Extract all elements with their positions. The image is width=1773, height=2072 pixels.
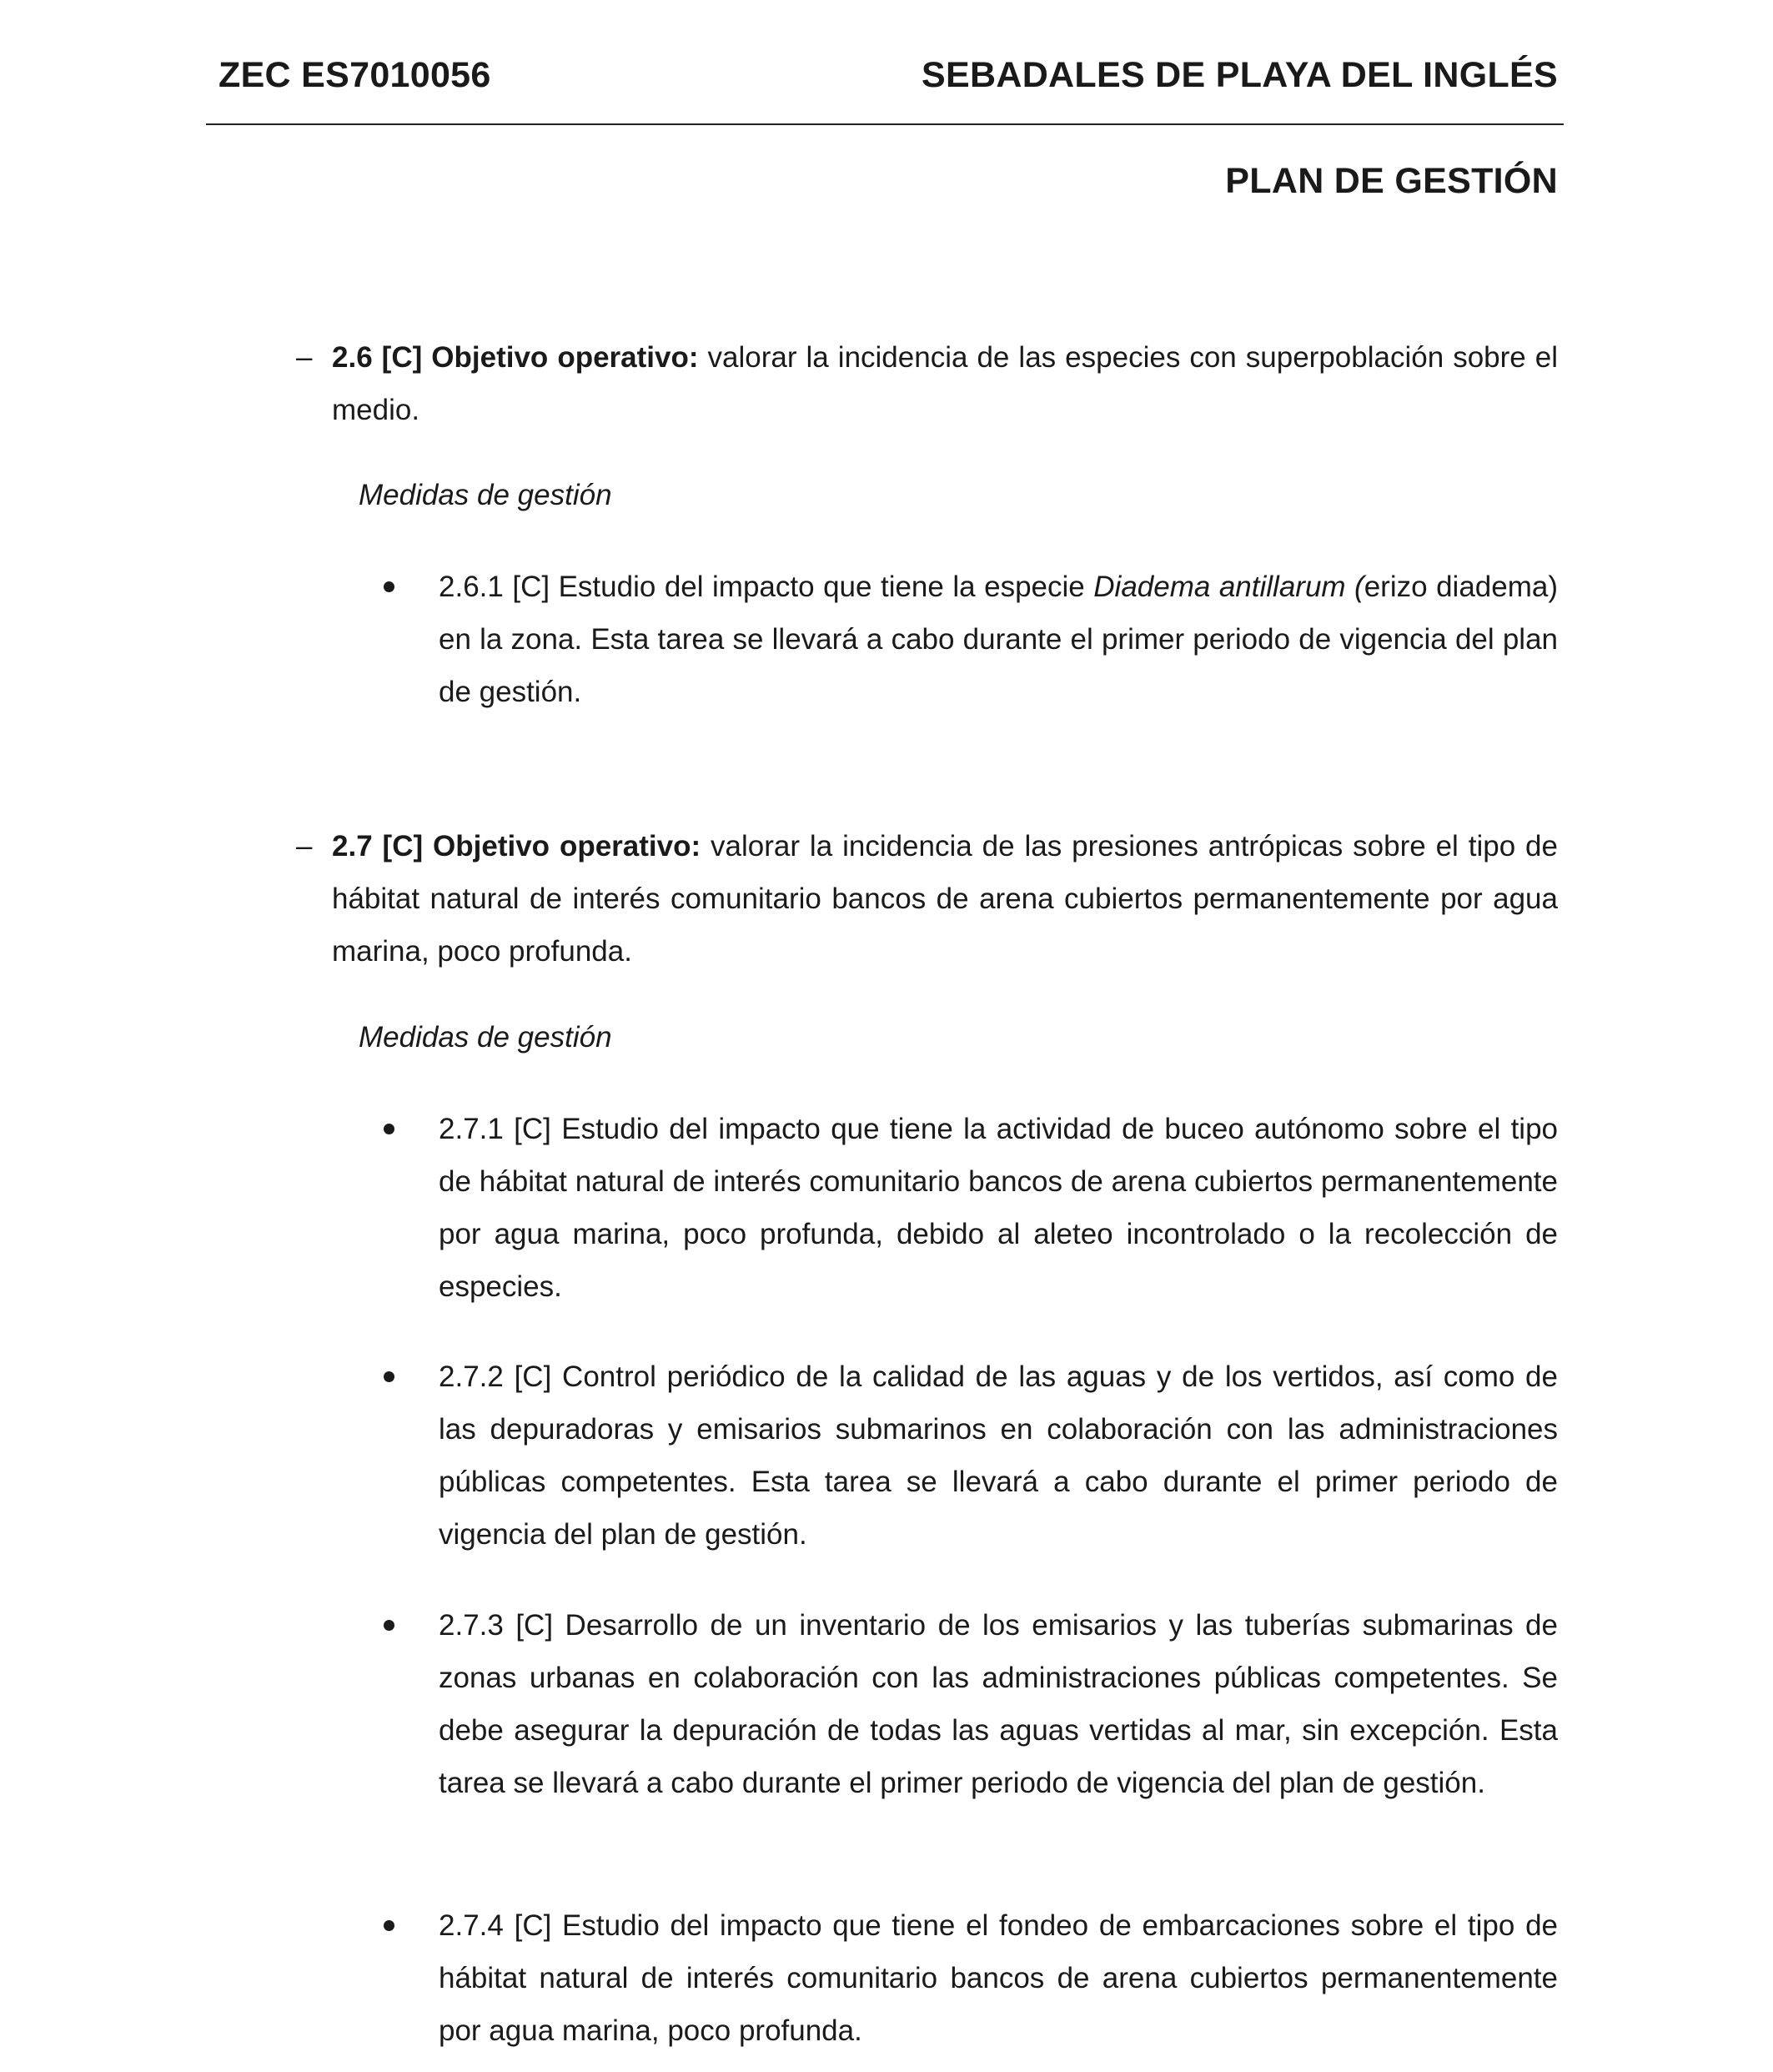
header-code: ZEC ES7010056	[218, 55, 491, 95]
header-divider	[206, 123, 1564, 125]
measures-heading: Medidas de gestión	[359, 1021, 612, 1054]
bullet	[384, 1920, 394, 1931]
objective-2-6	[332, 331, 1558, 436]
bullet	[384, 1620, 394, 1631]
measure-text-cont: erizo diadema) en la zona. Esta tarea se llevará a cabo durante el primer periodo de vigencia del plan de gestión.	[439, 571, 1558, 708]
measure-2-7-4: 2.7.4 [C] Estudio del impacto que tiene el fondeo de embarcaciones sobre el tipo de hábitat natural de interés comunitario bancos de arena cubiertos permanentemente por agua marina, poco profunda.	[439, 1909, 1558, 2047]
species-name: Diadema antillarum (	[1093, 571, 1364, 603]
objective-text: valorar la incidencia de las especies con superpoblación sobre el medio.	[332, 341, 1559, 426]
measure-2-6-1	[439, 561, 1558, 718]
bullet	[384, 1124, 394, 1134]
bullet	[384, 581, 394, 592]
objective-text: valorar la incidencia de las presiones antrópicas sobre el tipo de hábitat natural de interés comunitario bancos de arena cubiertos permanentemente por agua marina, poco profunda.	[332, 830, 1558, 968]
objective-dash: –	[296, 830, 313, 862]
page-subtitle: PLAN DE GESTIÓN	[1225, 161, 1558, 201]
objective-label: 2.6 [C] Objetivo operativo:	[332, 341, 699, 374]
header-title: SEBADALES DE PLAYA DEL INGLÉS	[922, 55, 1558, 95]
measure-2-7-2: 2.7.2 [C] Control periódico de la calidad de las aguas y de los vertidos, así como de las depuradoras y emisarios submarinos en colaboración con las administraciones públicas competentes. Esta tarea se llevará a cabo durante el primer periodo de vigencia del plan de gestión.	[439, 1360, 1558, 1551]
measure-text: 2.6.1 [C] Estudio del impacto que tiene la especie	[439, 571, 1094, 603]
measures-heading: Medidas de gestión	[359, 479, 612, 511]
objective-dash: –	[296, 341, 313, 374]
measure-2-7-1: 2.7.1 [C] Estudio del impacto que tiene la actividad de buceo autónomo sobre el tipo de hábitat natural de interés comunitario bancos de arena cubiertos permanentemente por agua marina, poco profunda, debido al aleteo incontrolado o la recolección de especies.	[439, 1113, 1558, 1303]
measure-2-7-3: 2.7.3 [C] Desarrollo de un inventario de los emisarios y las tuberías submarinas de zonas urbanas en colaboración con las administraciones públicas competentes. Se debe asegurar la depuración de todas las aguas vertidas al mar, sin excepción. Esta tarea se llevará a cabo durante el primer periodo de vigencia del plan de gestión.	[439, 1609, 1558, 1799]
objective-2-7	[332, 820, 1558, 978]
objective-label: 2.7 [C] Objetivo operativo:	[332, 830, 701, 862]
bullet	[384, 1371, 394, 1382]
